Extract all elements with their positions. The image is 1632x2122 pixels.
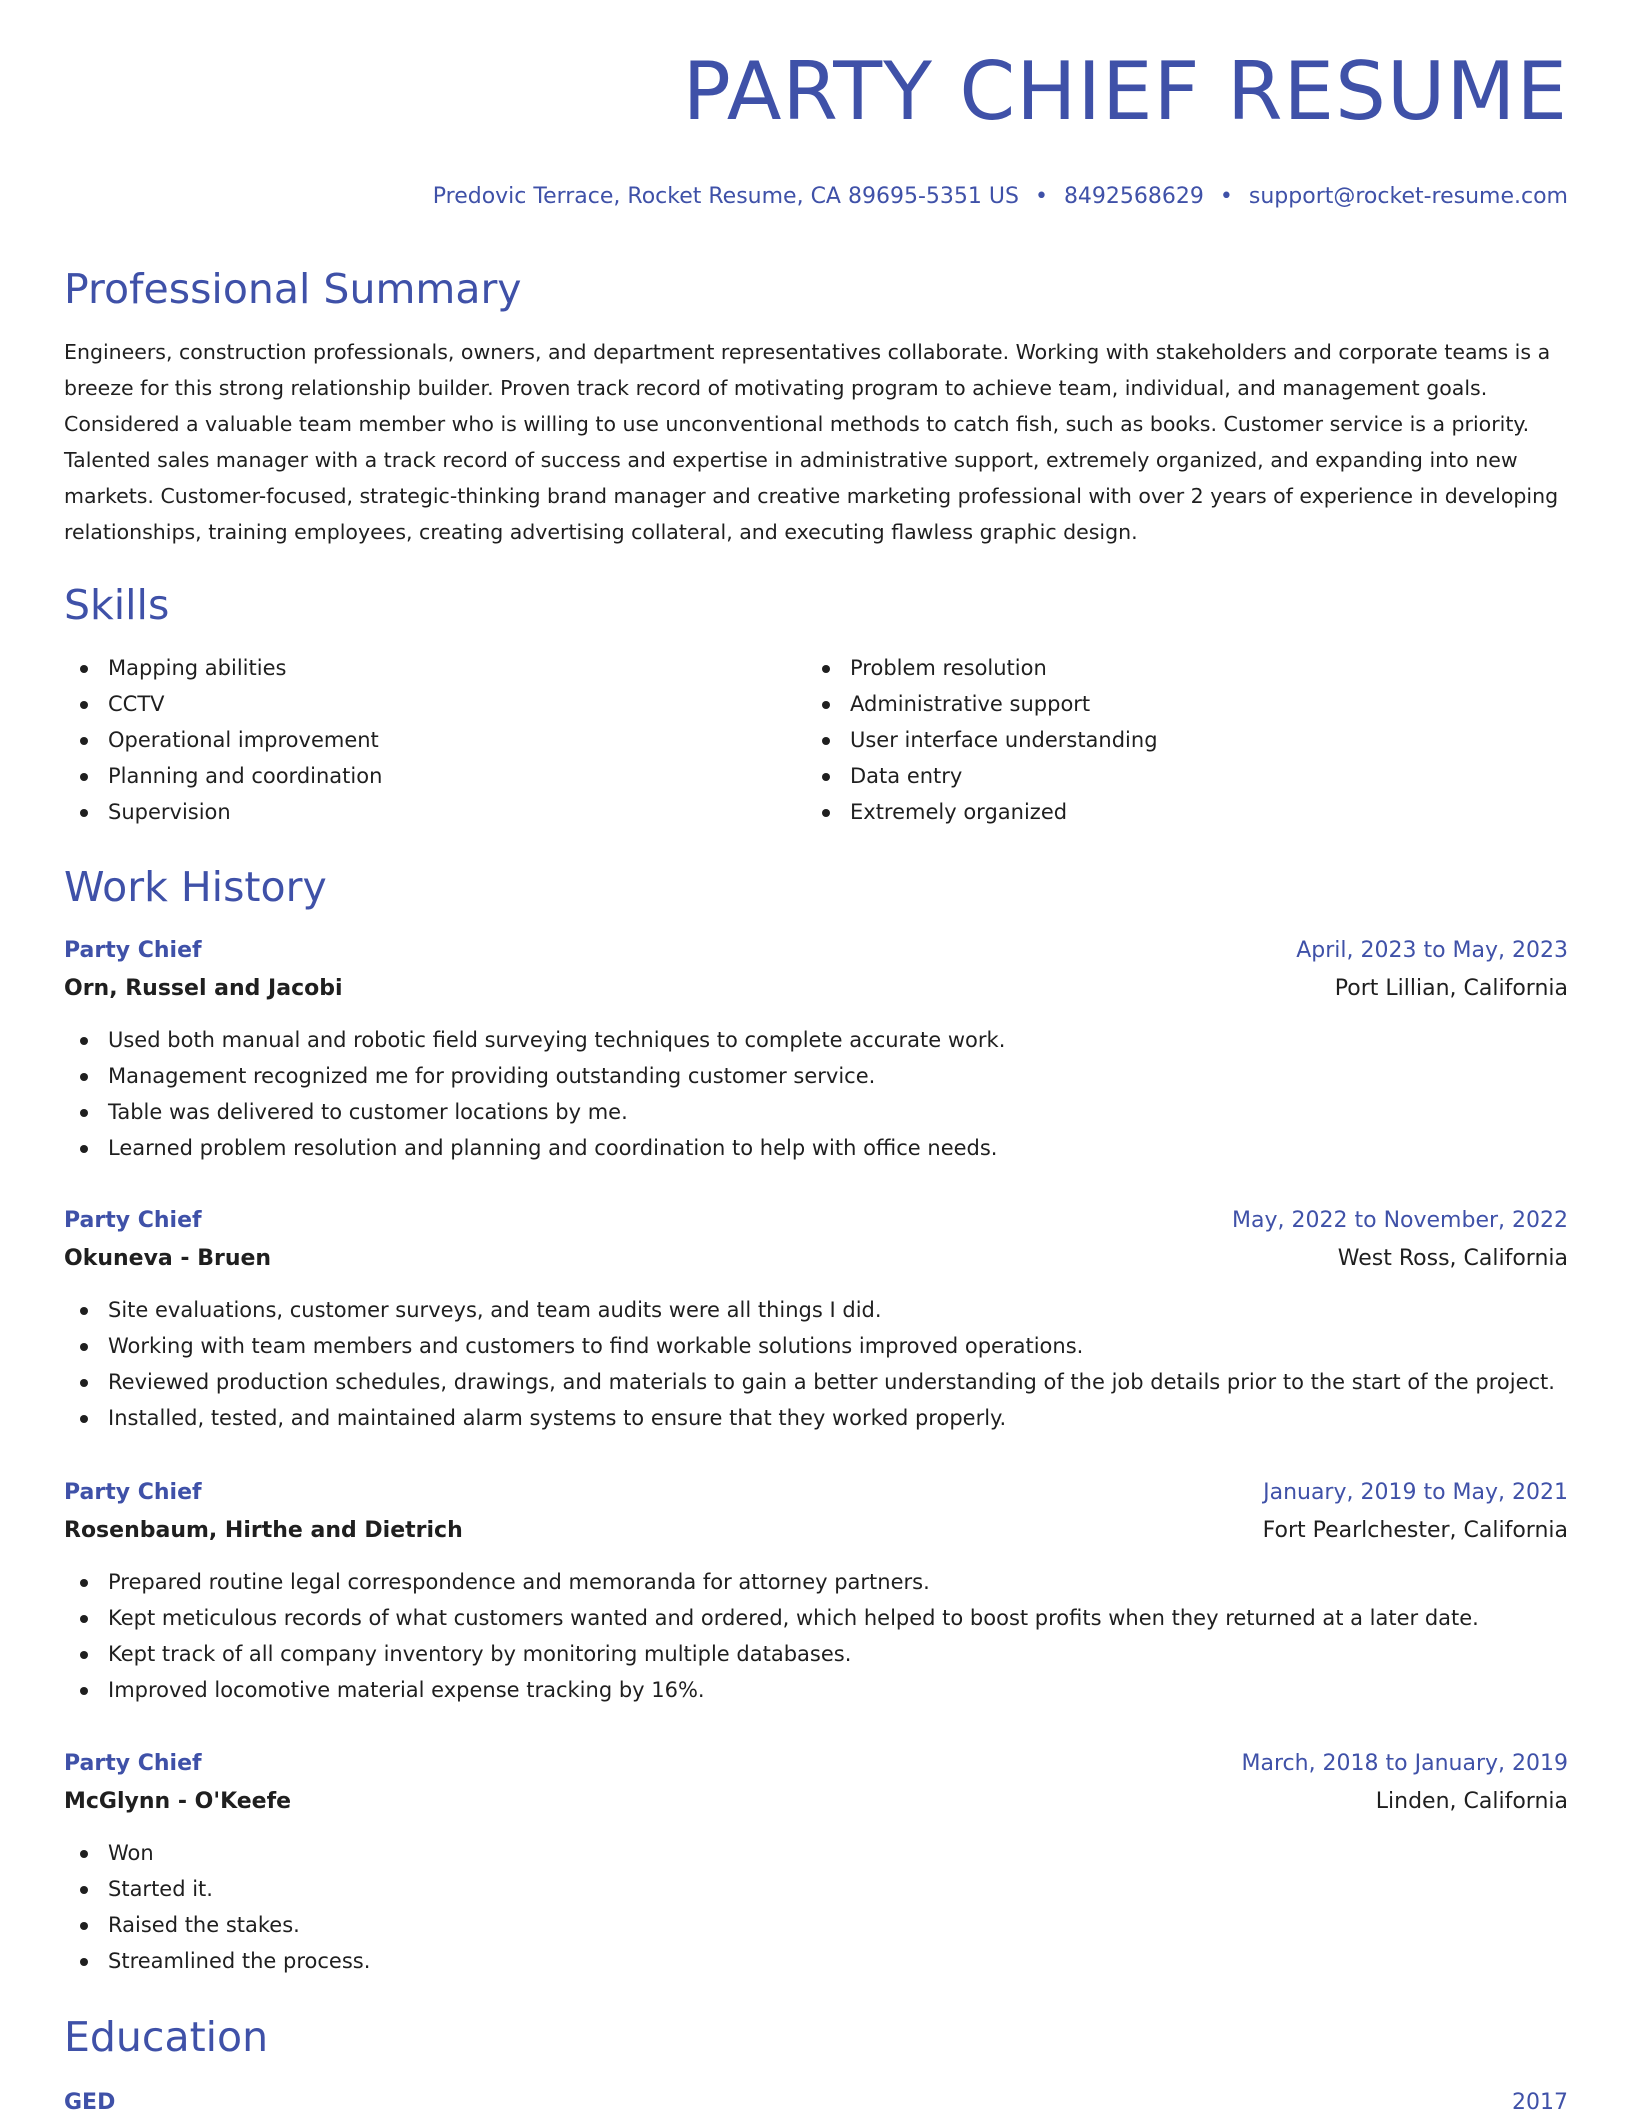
job-dates: March, 2018 to January, 2019 xyxy=(1241,1751,1568,1776)
skill-item: User interface understanding xyxy=(806,722,1158,758)
job-dates: May, 2022 to November, 2022 xyxy=(1232,1208,1568,1233)
education-degree: GED xyxy=(64,2090,116,2115)
job-location: West Ross, California xyxy=(1337,1246,1568,1271)
job-dates: April, 2023 to May, 2023 xyxy=(1296,938,1568,963)
job-entry xyxy=(64,1202,1568,1436)
professional-summary-text: Engineers, construction professionals, owners, and department representatives collaborate. Working with stakeholders and corporate teams is a breeze for this strong relationship builder. Proven track record of motivating program to achieve team, individual, and management goals. Considered a valuable team member who is willing to use unconventional methods to catch fish, such as books. Customer service is a priority. Talented sales manager with a track record of success and expertise in administrative support, extremely organized, and expanding into new markets. Customer-focused, strategic-thinking brand manager and creative marketing professional with over 2 years of experience in developing relationships, training employees, creating advertising collateral, and executing flawless graphic design. xyxy=(64,340,1559,544)
job-company: Okuneva - Bruen xyxy=(64,1246,272,1271)
skill-item: Planning and coordination xyxy=(64,758,382,794)
skill-item: Mapping abilities xyxy=(64,650,382,686)
job-title: Party Chief xyxy=(64,1208,202,1233)
resume-title: PARTY CHIEF RESUME xyxy=(682,45,1568,138)
job-title: Party Chief xyxy=(64,938,202,963)
job-bullet: Table was delivered to customer locations by me. xyxy=(64,1094,1568,1130)
job-location: Port Lillian, California xyxy=(1334,976,1568,1001)
education-year: 2017 xyxy=(1512,2090,1568,2115)
job-bullet: Kept meticulous records of what customers wanted and ordered, which helped to boost profits when they returned at a later date. xyxy=(64,1600,1568,1636)
skill-item: Operational improvement xyxy=(64,722,382,758)
job-location: Linden, California xyxy=(1375,1789,1568,1814)
job-bullet: Reviewed production schedules, drawings, and materials to gain a better understanding of the job details prior to the start of the project. xyxy=(64,1364,1568,1400)
skill-item: Extremely organized xyxy=(806,794,1158,830)
job-bullets xyxy=(64,1564,1568,1708)
job-bullet: Site evaluations, customer surveys, and team audits were all things I did. xyxy=(64,1292,1568,1328)
job-company: McGlynn - O'Keefe xyxy=(64,1789,292,1814)
job-entry xyxy=(64,932,1568,1166)
job-entry xyxy=(64,1474,1568,1708)
job-bullet: Learned problem resolution and planning and coordination to help with office needs. xyxy=(64,1130,1568,1166)
job-dates: January, 2019 to May, 2021 xyxy=(1263,1480,1568,1505)
job-entry xyxy=(64,1745,1568,1979)
skill-item: Administrative support xyxy=(806,686,1158,722)
job-bullet: Management recognized me for providing outstanding customer service. xyxy=(64,1058,1568,1094)
job-company: Orn, Russel and Jacobi xyxy=(64,976,343,1001)
job-title: Party Chief xyxy=(64,1751,202,1776)
work-history-heading: Work History xyxy=(64,863,327,911)
contact-separator: • xyxy=(1219,184,1233,209)
job-bullet: Installed, tested, and maintained alarm systems to ensure that they worked properly. xyxy=(64,1400,1568,1436)
skill-item: Supervision xyxy=(64,794,382,830)
job-bullet: Kept track of all company inventory by monitoring multiple databases. xyxy=(64,1636,1568,1672)
job-bullet: Streamlined the process. xyxy=(64,1943,1568,1979)
job-bullets xyxy=(64,1022,1568,1166)
education-entry xyxy=(64,2084,1568,2122)
skill-item: Data entry xyxy=(806,758,1158,794)
job-bullet: Prepared routine legal correspondence and memoranda for attorney partners. xyxy=(64,1564,1568,1600)
skills-heading: Skills xyxy=(64,581,170,629)
job-bullet: Won xyxy=(64,1835,1568,1871)
contact-email: support@rocket-resume.com xyxy=(1248,184,1568,209)
contact-phone: 8492568629 xyxy=(1063,184,1204,209)
job-bullet: Improved locomotive material expense tracking by 16%. xyxy=(64,1672,1568,1708)
job-bullets xyxy=(64,1292,1568,1436)
professional-summary-heading: Professional Summary xyxy=(64,265,522,313)
skills-list-left xyxy=(64,650,382,830)
contact-address: Predovic Terrace, Rocket Resume, CA 89695-5351 US xyxy=(432,184,1019,209)
education-heading: Education xyxy=(64,2013,269,2061)
skill-item: Problem resolution xyxy=(806,650,1158,686)
job-company: Rosenbaum, Hirthe and Dietrich xyxy=(64,1518,463,1543)
job-bullet: Used both manual and robotic field surveying techniques to complete accurate work. xyxy=(64,1022,1568,1058)
job-bullet: Raised the stakes. xyxy=(64,1907,1568,1943)
job-bullet: Started it. xyxy=(64,1871,1568,1907)
contact-line xyxy=(433,182,1568,212)
job-location: Fort Pearlchester, California xyxy=(1262,1518,1568,1543)
job-title: Party Chief xyxy=(64,1480,202,1505)
contact-separator: • xyxy=(1034,184,1048,209)
skill-item: CCTV xyxy=(64,686,382,722)
job-bullet: Working with team members and customers to find workable solutions improved operations. xyxy=(64,1328,1568,1364)
skills-list-right xyxy=(806,650,1158,830)
job-bullets xyxy=(64,1835,1568,1979)
